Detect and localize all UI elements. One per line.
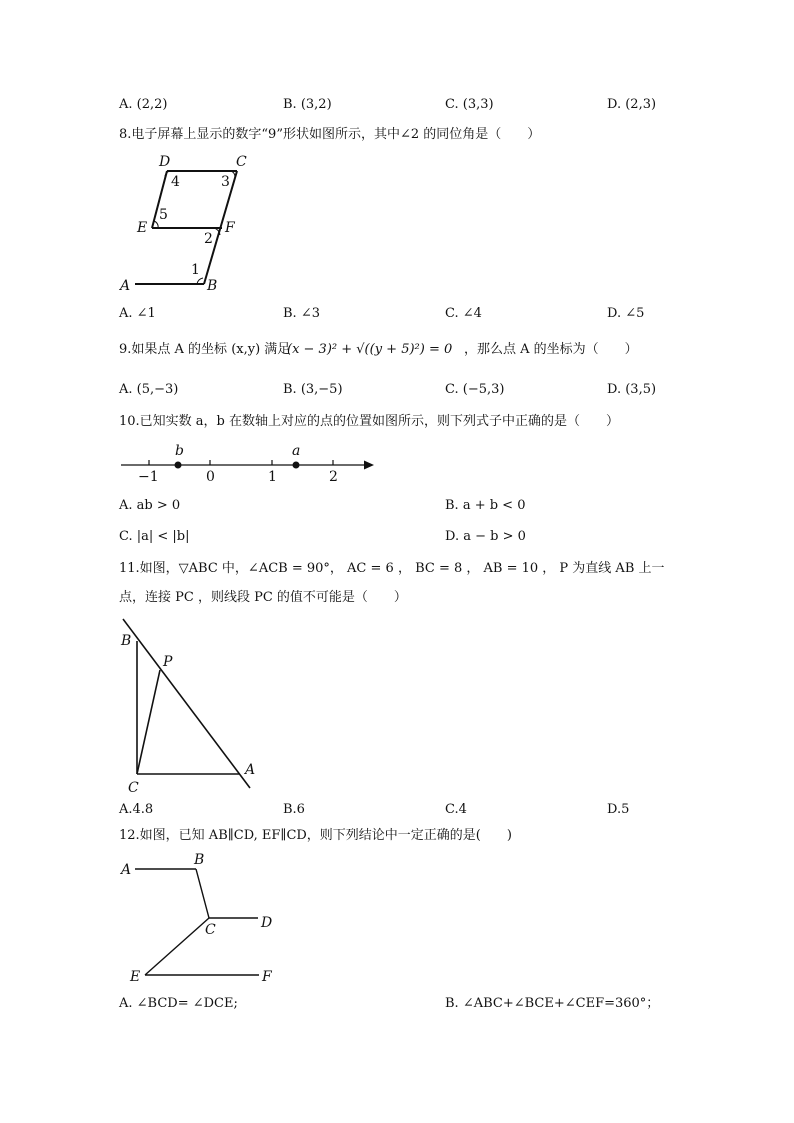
q12-label-c: C (205, 922, 216, 938)
q8-label-f: F (225, 220, 235, 236)
q9-option-c[interactable]: C. (−5,3) (445, 382, 505, 397)
q9-expression: (x − 3)² + √((y + 5)²) = 0 (287, 342, 453, 357)
q11-label-p: P (163, 654, 173, 670)
q9-stem-a: 9.如果点 A 的坐标 (x,y) 满足 (119, 342, 291, 357)
q8-angle-5: 5 (159, 207, 168, 223)
q11-option-b[interactable]: B.6 (283, 802, 305, 817)
q10-option-d[interactable]: D. a − b > 0 (445, 529, 526, 544)
q7-option-a[interactable]: A. (2,2) (119, 97, 168, 112)
q9-option-d[interactable]: D. (3,5) (607, 382, 657, 397)
q8-option-b[interactable]: B. ∠3 (283, 306, 320, 321)
q8-label-e: E (137, 220, 148, 236)
q10-stem: 10.已知实数 a，b 在数轴上对应的点的位置如图所示，则下列式子中正确的是（ ） (119, 414, 620, 429)
q12-label-b: B (194, 852, 205, 868)
q11-option-d[interactable]: D.5 (607, 802, 630, 817)
q9-stem-b: ，那么点 A 的坐标为（ ） (464, 342, 638, 357)
q10-point-b-label: b (175, 443, 184, 459)
q11-option-c[interactable]: C.4 (445, 802, 467, 817)
q9-option-b[interactable]: B. (3,−5) (283, 382, 343, 397)
q8-angle-4: 4 (171, 174, 180, 190)
q10-option-c[interactable]: C. |a| < |b| (119, 529, 190, 544)
q7-option-d[interactable]: D. (2,3) (607, 97, 657, 112)
q12-label-d: D (261, 915, 273, 931)
q9-option-a[interactable]: A. (5,−3) (119, 382, 179, 397)
q12-label-e: E (130, 969, 141, 985)
q8-option-d[interactable]: D. ∠5 (607, 306, 645, 321)
q8-label-c: C (236, 154, 247, 170)
q8-option-a[interactable]: A. ∠1 (119, 306, 156, 321)
q11-stem-line1: 11.如图，▽ABC 中，∠ACB = 90°， AC = 6 ， BC = 8 ， AB = 10 ， P 为直线 AB 上一 (119, 561, 665, 576)
q10-tick-0: 0 (206, 469, 215, 485)
q11-label-a: A (245, 762, 256, 778)
q11-stem-line2: 点，连接 PC ，则线段 PC 的值不可能是（ ） (119, 590, 407, 605)
q11-option-a[interactable]: A.4.8 (119, 802, 154, 817)
q11-label-c: C (128, 780, 139, 796)
q10-option-a[interactable]: A. ab > 0 (119, 498, 181, 513)
q8-label-b: B (207, 278, 218, 294)
q8-angle-3: 3 (221, 174, 230, 190)
q10-tick-2: 2 (329, 469, 338, 485)
q10-tick-1: 1 (268, 469, 277, 485)
q12-option-b[interactable]: B. ∠ABC+∠BCE+∠CEF=360°； (445, 996, 660, 1011)
q8-option-c[interactable]: C. ∠4 (445, 306, 482, 321)
q8-label-d: D (159, 154, 171, 170)
q10-option-b[interactable]: B. a + b < 0 (445, 498, 526, 513)
q8-label-a: A (120, 278, 131, 294)
q12-option-a[interactable]: A. ∠BCD= ∠DCE; (119, 996, 238, 1011)
q12-stem: 12.如图，已知 AB∥CD, EF∥CD，则下列结论中一定正确的是( ) (119, 828, 512, 843)
q7-option-b[interactable]: B. (3,2) (283, 97, 332, 112)
q10-point-a-label: a (292, 443, 301, 459)
q10-tick-neg1: −1 (138, 469, 159, 485)
q12-label-f: F (262, 969, 272, 985)
q7-option-c[interactable]: C. (3,3) (445, 97, 494, 112)
q8-stem: 8.电子屏幕上显示的数字“9”形状如图所示，其中∠2 的同位角是（ ） (119, 127, 541, 142)
q12-label-a: A (121, 862, 132, 878)
q11-label-b: B (121, 633, 132, 649)
q8-angle-1: 1 (191, 262, 200, 278)
q8-angle-2: 2 (204, 231, 213, 247)
